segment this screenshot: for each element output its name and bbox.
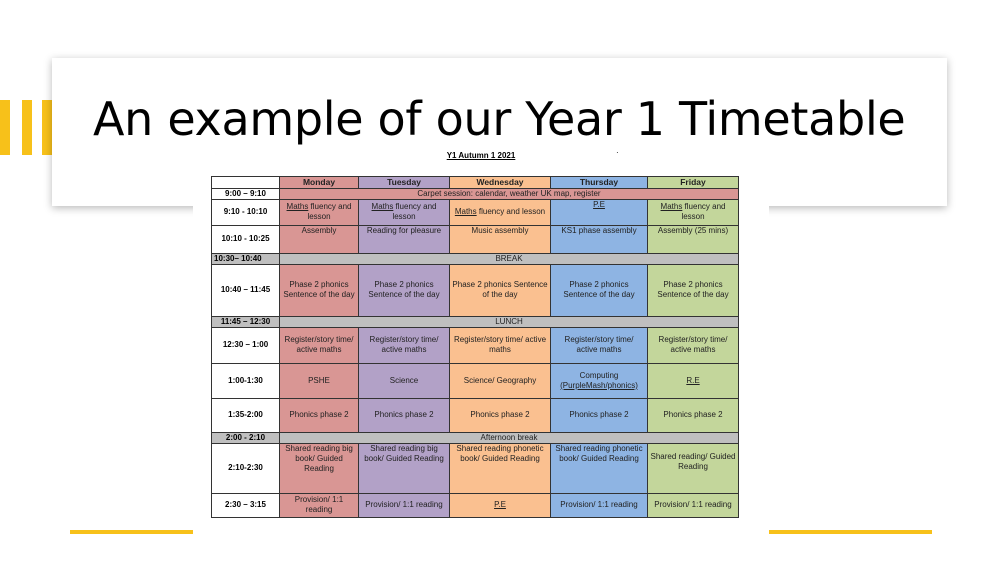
time-cell: 10:30– 10:40	[212, 253, 280, 264]
time-cell: 10:10 - 10:25	[212, 225, 280, 253]
lesson-cell	[648, 363, 739, 398]
lesson-cell: Phase 2 phonics Sentence of the day	[450, 264, 551, 316]
table-row	[212, 253, 739, 264]
break-cell: BREAK	[280, 253, 739, 264]
header-thursday: Thursday	[551, 177, 648, 189]
lesson-text: fluency and lesson	[392, 202, 437, 222]
time-cell: 2:10-2:30	[212, 443, 280, 493]
lesson-cell: Assembly	[280, 225, 359, 253]
lesson-cell: Assembly (25 mins)	[648, 225, 739, 253]
table-row	[212, 188, 739, 199]
table-row	[212, 327, 739, 363]
lesson-cell	[551, 199, 648, 225]
time-cell: 10:40 – 11:45	[212, 264, 280, 316]
table-row	[212, 199, 739, 225]
time-cell: 2:00 - 2:10	[212, 432, 280, 443]
lesson-cell: Register/story time/ active maths	[551, 327, 648, 363]
lesson-cell: Phase 2 phonics Sentence of the day	[648, 264, 739, 316]
lesson-cell: Science	[359, 363, 450, 398]
header-monday: Monday	[280, 177, 359, 189]
lesson-text: R.E	[686, 375, 700, 385]
lesson-cell: Science/ Geography	[450, 363, 551, 398]
accent-bar-left-1	[0, 100, 10, 155]
timetable-table	[211, 176, 739, 518]
lesson-cell: Provision/ 1:1 reading	[359, 493, 450, 517]
lesson-cell: Provision/ 1:1 reading	[648, 493, 739, 517]
lesson-cell: Phase 2 phonics Sentence of the day	[551, 264, 648, 316]
timetable-heading: Y1 Autumn 1 2021	[446, 151, 516, 160]
header-time	[212, 177, 280, 189]
bottom-rule-right	[769, 530, 932, 534]
carpet-session-cell: Carpet session: calendar, weather UK map, register	[280, 188, 739, 199]
lesson-cell: PSHE	[280, 363, 359, 398]
time-cell: 11:45 – 12:30	[212, 316, 280, 327]
lesson-text: fluency and lesson	[307, 202, 352, 222]
table-row	[212, 443, 739, 493]
lesson-cell: Shared reading big book/ Guided Reading	[280, 443, 359, 493]
lesson-text: (PurpleMash/phonics)	[560, 380, 638, 390]
table-row	[212, 316, 739, 327]
lesson-cell: Phonics phase 2	[280, 398, 359, 432]
table-header-row	[212, 177, 739, 189]
lesson-cell: Phonics phase 2	[359, 398, 450, 432]
lesson-cell: Shared reading/ Guided Reading	[648, 443, 739, 493]
lesson-cell: Shared reading big book/ Guided Reading	[359, 443, 450, 493]
lunch-cell: LUNCH	[280, 316, 739, 327]
time-cell: 1:00-1:30	[212, 363, 280, 398]
lesson-text: P.E	[494, 500, 506, 510]
time-cell: 9:00 – 9:10	[212, 188, 280, 199]
header-tuesday: Tuesday	[359, 177, 450, 189]
header-friday: Friday	[648, 177, 739, 189]
lesson-keyword: Maths	[454, 207, 477, 217]
time-cell: 9:10 - 10:10	[212, 199, 280, 225]
table-row	[212, 398, 739, 432]
lesson-text: Computing	[579, 370, 619, 380]
lesson-cell: Register/story time/ active maths	[280, 327, 359, 363]
timetable-document	[193, 147, 769, 537]
lesson-cell	[359, 199, 450, 225]
lesson-cell: Register/story time/ active maths	[648, 327, 739, 363]
lesson-cell	[280, 199, 359, 225]
table-row	[212, 432, 739, 443]
lesson-cell: Phonics phase 2	[551, 398, 648, 432]
lesson-cell: Phonics phase 2	[648, 398, 739, 432]
lesson-cell	[450, 199, 551, 225]
lesson-keyword: Maths	[660, 202, 683, 212]
lesson-cell: Phase 2 phonics Sentence of the day	[280, 264, 359, 316]
lesson-cell: Phonics phase 2	[450, 398, 551, 432]
slide-title: An example of our Year 1 Timetable	[93, 92, 906, 146]
lesson-cell: KS1 phase assembly	[551, 225, 648, 253]
table-row	[212, 493, 739, 517]
time-cell: 12:30 – 1:00	[212, 327, 280, 363]
lesson-cell: Phase 2 phonics Sentence of the day	[359, 264, 450, 316]
time-cell: 2:30 – 3:15	[212, 493, 280, 517]
lesson-cell: Shared reading phonetic book/ Guided Reading	[551, 443, 648, 493]
bottom-rule-left	[70, 530, 194, 534]
accent-bar-left-3	[42, 100, 52, 155]
lesson-cell	[648, 199, 739, 225]
accent-bar-left-2	[22, 100, 32, 155]
lesson-cell: Provision/ 1:1 reading	[551, 493, 648, 517]
lesson-cell: Provision/ 1:1 reading	[280, 493, 359, 517]
lesson-cell	[450, 493, 551, 517]
table-row	[212, 225, 739, 253]
time-cell: 1:35-2:00	[212, 398, 280, 432]
lesson-text: fluency and lesson	[476, 207, 546, 217]
lesson-cell: Register/story time/ active maths	[359, 327, 450, 363]
lesson-text: P.E	[593, 199, 605, 209]
lesson-cell: Shared reading phonetic book/ Guided Reading	[450, 443, 551, 493]
table-row	[212, 264, 739, 316]
lesson-cell: Reading for pleasure	[359, 225, 450, 253]
table-row	[212, 363, 739, 398]
lesson-cell	[551, 363, 648, 398]
lesson-text: fluency and lesson	[681, 202, 726, 222]
lesson-keyword: Maths	[286, 202, 309, 212]
lesson-keyword: Maths	[371, 202, 394, 212]
stray-mark: ·	[616, 148, 619, 157]
lesson-cell: Music assembly	[450, 225, 551, 253]
header-wednesday: Wednesday	[450, 177, 551, 189]
afternoon-break-cell: Afternoon break	[280, 432, 739, 443]
lesson-cell: Register/story time/ active maths	[450, 327, 551, 363]
